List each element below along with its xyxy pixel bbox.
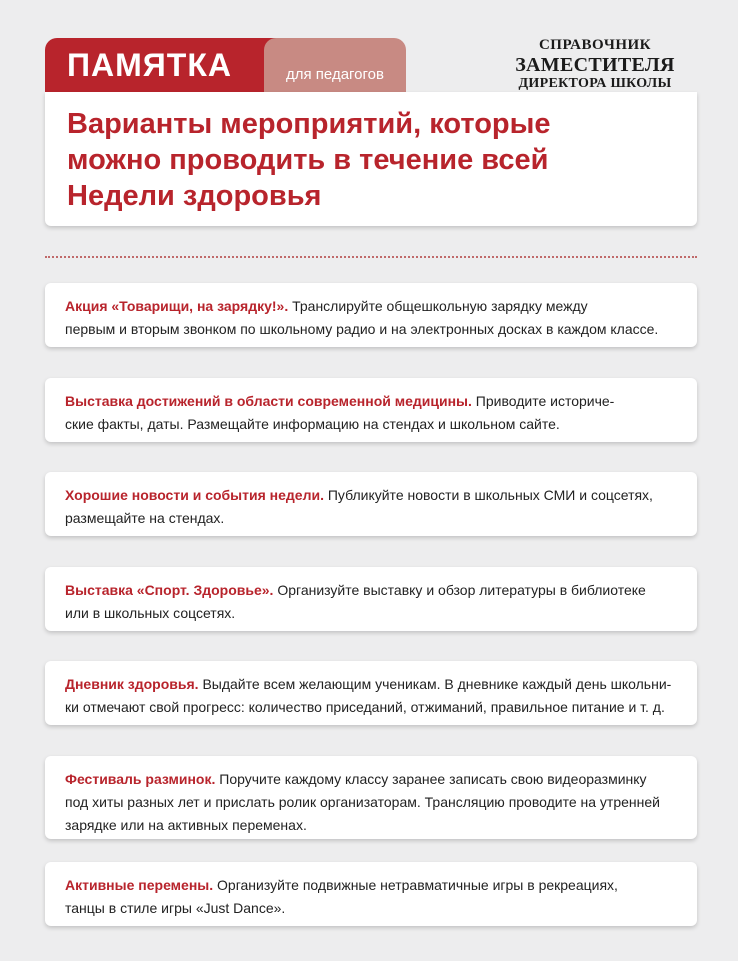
- event-description-line: зарядке или на активных переменах.: [65, 817, 307, 833]
- audience-tab: [264, 38, 406, 92]
- event-card: [45, 378, 697, 442]
- event-card: [45, 472, 697, 536]
- title-line-3: Недели здоровья: [67, 180, 322, 212]
- logo-line-2: ЗАМЕСТИТЕЛЯ: [515, 54, 675, 76]
- dotted-divider: [45, 256, 697, 258]
- event-description-line: первым и вторым звонком по школьному радио и на электронных досках в каждом классе.: [65, 321, 659, 337]
- memo-tab-label: ПАМЯТКА: [67, 46, 232, 83]
- event-card: [45, 862, 697, 926]
- event-description-line: Организуйте выставку и обзор литературы в библиотеке: [273, 582, 646, 598]
- event-title: Фестиваль разминок.: [65, 771, 216, 787]
- event-card: [45, 567, 697, 631]
- event-description-line: Приводите историче-: [471, 393, 615, 409]
- event-card: [45, 661, 697, 725]
- title-line-2: можно проводить в течение всей: [67, 144, 549, 176]
- title-box: [45, 92, 697, 226]
- event-title: Хорошие новости и события недели.: [65, 487, 324, 503]
- logo-line-1: СПРАВОЧНИК: [538, 37, 652, 53]
- title-line-1: Варианты мероприятий, которые: [67, 108, 551, 140]
- event-description-line: ки отмечают свой прогресс: количество приседаний, отжиманий, правильное питание и т. д.: [65, 699, 665, 715]
- event-title: Выставка «Спорт. Здоровье».: [65, 582, 274, 598]
- event-description-line: Поручите каждому классу заранее записать свою видеоразминку: [215, 771, 647, 787]
- event-description-line: Выдайте всем желающим ученикам. В дневнике каждый день школьни-: [198, 676, 672, 692]
- event-title: Дневник здоровья.: [65, 676, 199, 692]
- event-description-line: Организуйте подвижные нетравматичные игры в рекреациях,: [213, 877, 618, 893]
- event-title: Акция «Товарищи, на зарядку!».: [65, 298, 289, 314]
- event-description-line: Публикуйте новости в школьных СМИ и соцсетях,: [323, 487, 653, 503]
- event-description-line: размещайте на стендах.: [65, 510, 225, 526]
- memo-tab: [45, 38, 277, 92]
- event-description-line: танцы в стиле игры «Just Dance».: [65, 900, 286, 916]
- event-title: Выставка достижений в области современной медицины.: [65, 393, 472, 409]
- event-description-line: Транслируйте общешкольную зарядку между: [288, 298, 588, 314]
- event-card: [45, 283, 697, 347]
- event-description-line: или в школьных соцсетях.: [65, 605, 236, 621]
- event-card: [45, 756, 697, 839]
- audience-tab-label: для педагогов: [286, 66, 384, 83]
- page-title: [67, 106, 677, 214]
- publication-logo: [495, 38, 695, 91]
- logo-line-3: ДИРЕКТОРА ШКОЛЫ: [518, 76, 672, 91]
- event-title: Активные перемены.: [65, 877, 214, 893]
- event-description-line: ские факты, даты. Размещайте информацию на стендах и школьном сайте.: [65, 416, 560, 432]
- event-description-line: под хиты разных лет и прислать ролик организаторам. Трансляцию проводите на утренней: [65, 794, 660, 810]
